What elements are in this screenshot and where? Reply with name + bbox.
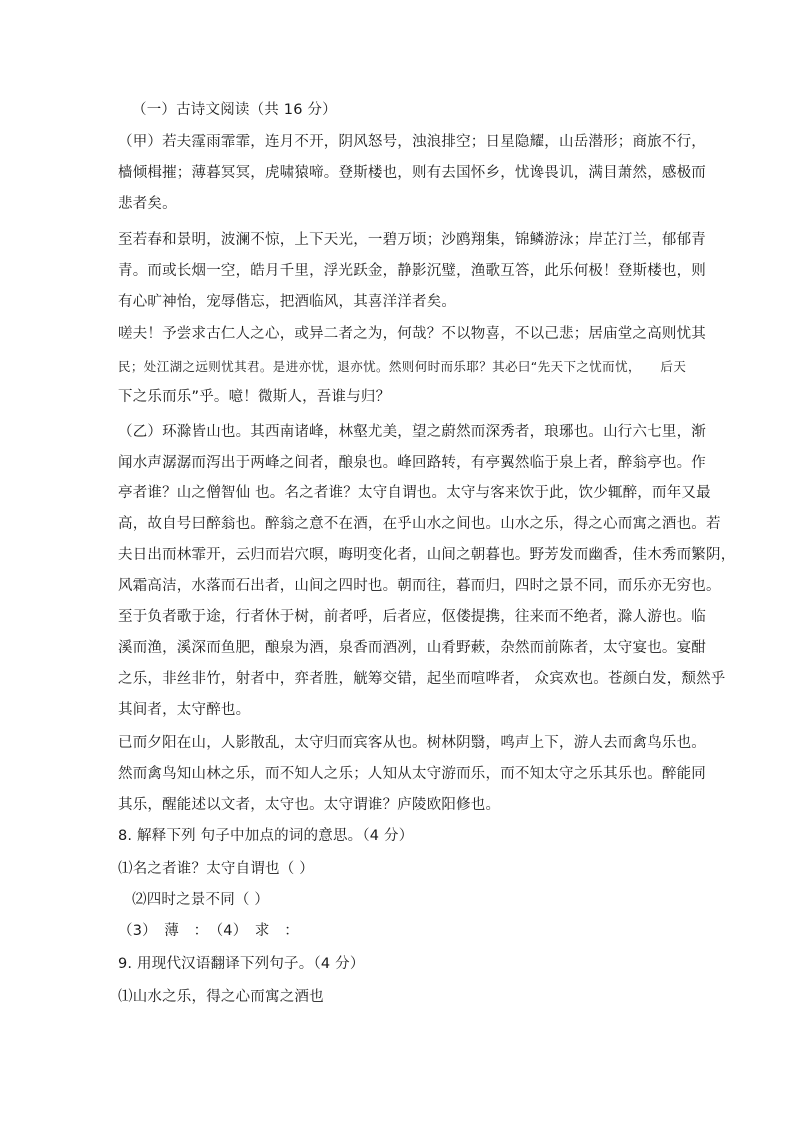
passage-jia-line: 下之乐而乐”乎。噫！微斯人，吾谁与归？ [118, 389, 391, 405]
passage-jia-line: 悲者矣。 [118, 196, 177, 212]
question-8-item-2: ⑵四时之景不同（ ） [132, 892, 270, 908]
passage-jia-line: 青。而或长烟一空，皓月千里，浮光跃金，静影沉璧，渔歌互答，此乐何极！登斯楼也，则 [118, 263, 706, 279]
passage-yi-line: 高，故自号曰醉翁也。醉翁之意不在酒，在乎山水之间也。山水之乐，得之心而寓之酒也。若 [118, 516, 721, 532]
question-8-items-3-4: （3） 薄 ： （4） 求 ： [118, 923, 299, 939]
passage-yi-line: 亭者谁？山之僧智仙 也。名之者谁？太守自谓也。太守与客来饮于此，饮少辄醉，而年又最 [118, 485, 711, 501]
passage-jia-line: 至若春和景明，波澜不惊，上下天光，一碧万顷；沙鸥翔集，锦鳞游泳；岸芷汀兰，郁郁青 [118, 232, 706, 248]
passage-yi-line: 至于负者歌于途，行者休于树，前者呼，后者应，伛偻提携，往来而不绝者，滁人游也。临 [118, 609, 706, 625]
passage-yi-line: 然而禽鸟知山林之乐，而不知人之乐；人知从太守游而乐，而不知太守之乐其乐也。醉能同 [118, 766, 706, 782]
passage-yi-line: 其间者，太守醉也。 [118, 702, 251, 718]
question-8-prompt: 8. 解释下列 句子中加点的词的意思。（4 分） [118, 828, 414, 844]
passage-jia-line: 嗟夫！予尝求古仁人之心，或异二者之为，何哉？不以物喜，不以己悲；居庙堂之高则忧其 [118, 326, 706, 342]
passage-yi-line: 闻水声潺潺而泻出于两峰之间者，酿泉也。峰回路转，有亭翼然临于泉上者，醉翁亭也。作 [118, 455, 706, 471]
passage-yi-line: 其乐，醒能述以文者，太守也。太守谓谁？庐陵欧阳修也。 [118, 797, 501, 813]
passage-yi-line: 之乐，非丝非竹，射者中，弈者胜，觥筹交错，起坐而喧哗者， 众宾欢也。苍颜白发，颓然乎 [118, 671, 726, 687]
passage-jia-line: （甲）若夫霪雨霏霏，连月不开，阴风怒号，浊浪排空；日星隐耀，山岳潜形；商旅不行， [118, 134, 706, 150]
passage-yi-line: 溪而渔，溪深而鱼肥，酿泉为酒，泉香而酒冽，山肴野蔌，杂然而前陈者，太守宴也。宴酣 [118, 640, 706, 656]
passage-jia-line: 民；处江湖之远则忧其君。是进亦忧，退亦忧。然则何时而乐耶？其必曰“先天下之忧而忧， 后天 [118, 359, 687, 374]
passage-yi-line: 风霜高洁，水落而石出者，山间之四时也。朝而往，暮而归，四时之景不同，而乐亦无穷也。 [118, 578, 721, 594]
section-heading: （一）古诗文阅读（共 16 分） [132, 102, 337, 118]
passage-jia-line: 有心旷神怡，宠辱偕忘，把酒临风，其喜洋洋者矣。 [118, 294, 457, 310]
passage-yi-line: 夫日出而林霏开，云归而岩穴暝，晦明变化者，山间之朝暮也。野芳发而幽香，佳木秀而繁阴， [118, 547, 736, 563]
question-8-item-1: ⑴名之者谁？太守自谓也（ ） [118, 861, 314, 877]
question-9-prompt: 9. 用现代汉语翻译下列句子。（4 分） [118, 956, 365, 972]
passage-yi-line: 已而夕阳在山，人影散乱，太守归而宾客从也。树林阴翳，鸣声上下，游人去而禽鸟乐也。 [118, 735, 706, 751]
question-9-item-1: ⑴山水之乐，得之心而寓之酒也 [118, 989, 324, 1005]
passage-jia-line: 樯倾楫摧；薄暮冥冥，虎啸猿啼。登斯楼也，则有去国怀乡，忧谗畏讥，满目萧然，感极而 [118, 165, 706, 181]
passage-yi-line: （乙）环滁皆山也。其西南诸峰，林壑尤美，望之蔚然而深秀者，琅琊也。山行六七里，渐 [118, 424, 706, 440]
